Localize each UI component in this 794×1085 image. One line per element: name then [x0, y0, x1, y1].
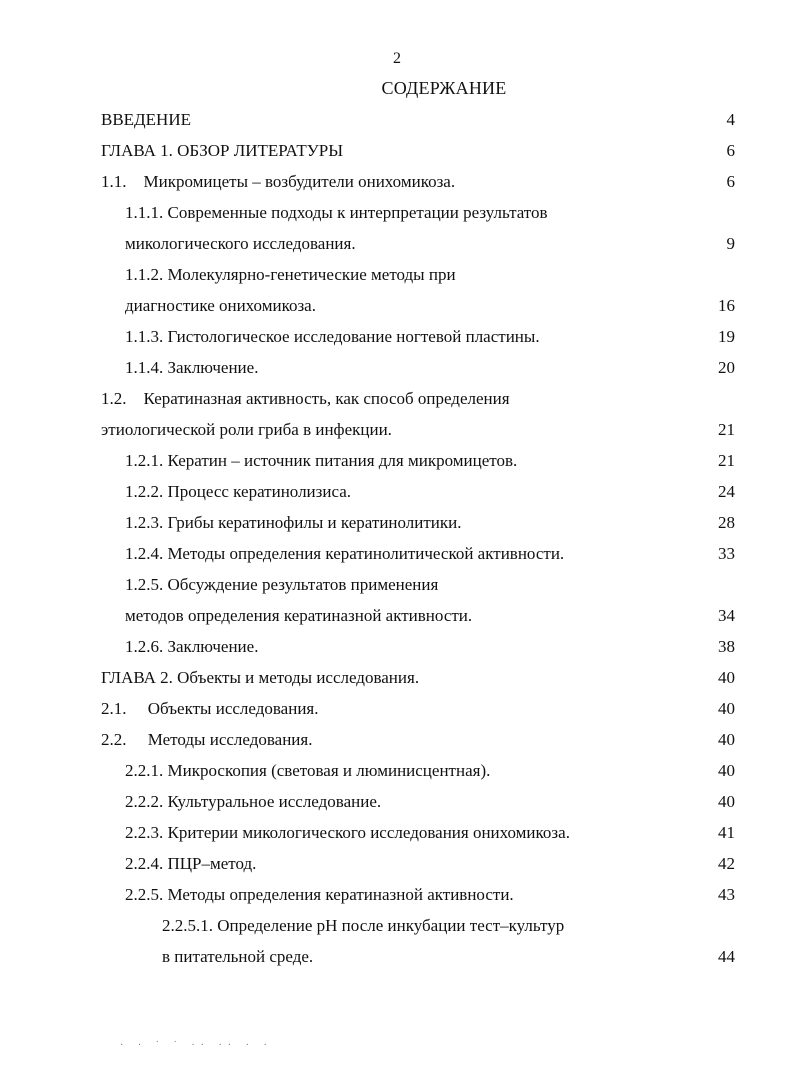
toc-entry-page: 34 [718, 606, 735, 625]
toc-entry-text: ГЛАВА 2. Объекты и методы исследования. [101, 668, 420, 687]
toc-entry-page: 24 [718, 482, 735, 501]
toc-entry-page: 33 [718, 544, 735, 563]
toc-entry-page [675, 202, 735, 224]
toc-entry-page: 21 [718, 420, 735, 439]
toc-entry-page: 40 [718, 730, 735, 749]
toc-entry-text: ГЛАВА 1. ОБЗОР ЛИТЕРАТУРЫ [101, 141, 344, 160]
toc-entry-page: 21 [718, 451, 735, 470]
toc-entry-text: диагностике онихомикоза. [125, 296, 316, 315]
toc-entry-page: 4 [726, 110, 735, 129]
toc-entry-text: 1.2.2. Процесс кератинолизиса. [125, 482, 352, 501]
toc-entry-text: 1.1.1. Современные подходы к интерпретации результатов [125, 203, 548, 222]
toc-entry-page: 6 [726, 172, 735, 191]
toc-entry-text: 1.2.5. Обсуждение результатов применения [125, 575, 439, 594]
toc-entry-page: 6 [726, 141, 735, 160]
toc-entry-text: 1.1. Микромицеты – возбудители онихомикоза. [101, 172, 456, 191]
toc-entry-page: 20 [718, 358, 735, 377]
toc-entry-page: 40 [718, 761, 735, 780]
toc-entry-page: 16 [718, 296, 735, 315]
toc-entry-text: 1.1.4. Заключение. [125, 358, 259, 377]
toc-entry-page: 42 [718, 854, 735, 873]
toc-entry-page: 40 [718, 668, 735, 687]
toc-entry-page: 9 [726, 234, 735, 253]
page-number: 2 [393, 50, 401, 67]
toc-entry-page: 43 [718, 885, 735, 904]
toc-entry-text: методов определения кератиназной активности. [125, 606, 473, 625]
toc-entry-text: 1.2.6. Заключение. [125, 637, 259, 656]
toc-entry-page: 19 [718, 327, 735, 346]
toc-entry-text: микологического исследования. [125, 234, 356, 253]
toc-entry-text: этиологической роли гриба в инфекции. [101, 420, 392, 439]
toc-entry-page [675, 574, 735, 596]
toc-entry-page: 28 [718, 513, 735, 532]
toc-entry-page [675, 264, 735, 286]
scan-specks: · · ˙ ˙ ·· ·· · · [120, 1040, 273, 1051]
toc-entry-text: 1.2. Кератиназная активность, как способ определения [101, 389, 510, 408]
toc-entry-page [675, 388, 735, 410]
toc-entry-text: 2.2.2. Культуральное исследование. [125, 792, 382, 811]
toc-entry-text: в питательной среде. [162, 947, 314, 966]
toc-entry-text: 1.2.4. Методы определения кератинолитической активности. [125, 544, 565, 563]
toc-entry-page: 38 [718, 637, 735, 656]
toc-entry-text: 2.2.5.1. Определение рН после инкубации тест–культур [162, 916, 565, 935]
toc-entry-page: 40 [718, 699, 735, 718]
toc-entry-text: 2.2.4. ПЦР–метод. [125, 854, 257, 873]
toc-entry-text: 2.1. Объекты исследования. [101, 699, 319, 718]
toc-entry-text: 2.2.1. Микроскопия (световая и люминисцентная). [125, 761, 491, 780]
toc-entry-text: 2.2.5. Методы определения кератиназной активности. [125, 885, 514, 904]
toc-entry-page: 41 [718, 823, 735, 842]
page-title: СОДЕРЖАНИЕ [381, 78, 507, 98]
toc-entry-text: 1.1.2. Молекулярно-генетические методы при [125, 265, 456, 284]
toc-entry-text: 2.2. Методы исследования. [101, 730, 313, 749]
toc-entry-text: 1.2.3. Грибы кератинофилы и кератинолитики. [125, 513, 462, 532]
toc-entry-page: 44 [718, 947, 735, 966]
toc-entry-text: 1.2.1. Кератин – источник питания для микромицетов. [125, 451, 518, 470]
toc-entry-page [675, 915, 735, 937]
toc-entry-text: 2.2.3. Критерии микологического исследования онихомикоза. [125, 823, 570, 842]
toc-entry-text: 1.1.3. Гистологическое исследование ногтевой пластины. [125, 327, 540, 346]
toc-entry-text: ВВЕДЕНИЕ [101, 110, 191, 129]
toc-entry-page: 40 [718, 792, 735, 811]
